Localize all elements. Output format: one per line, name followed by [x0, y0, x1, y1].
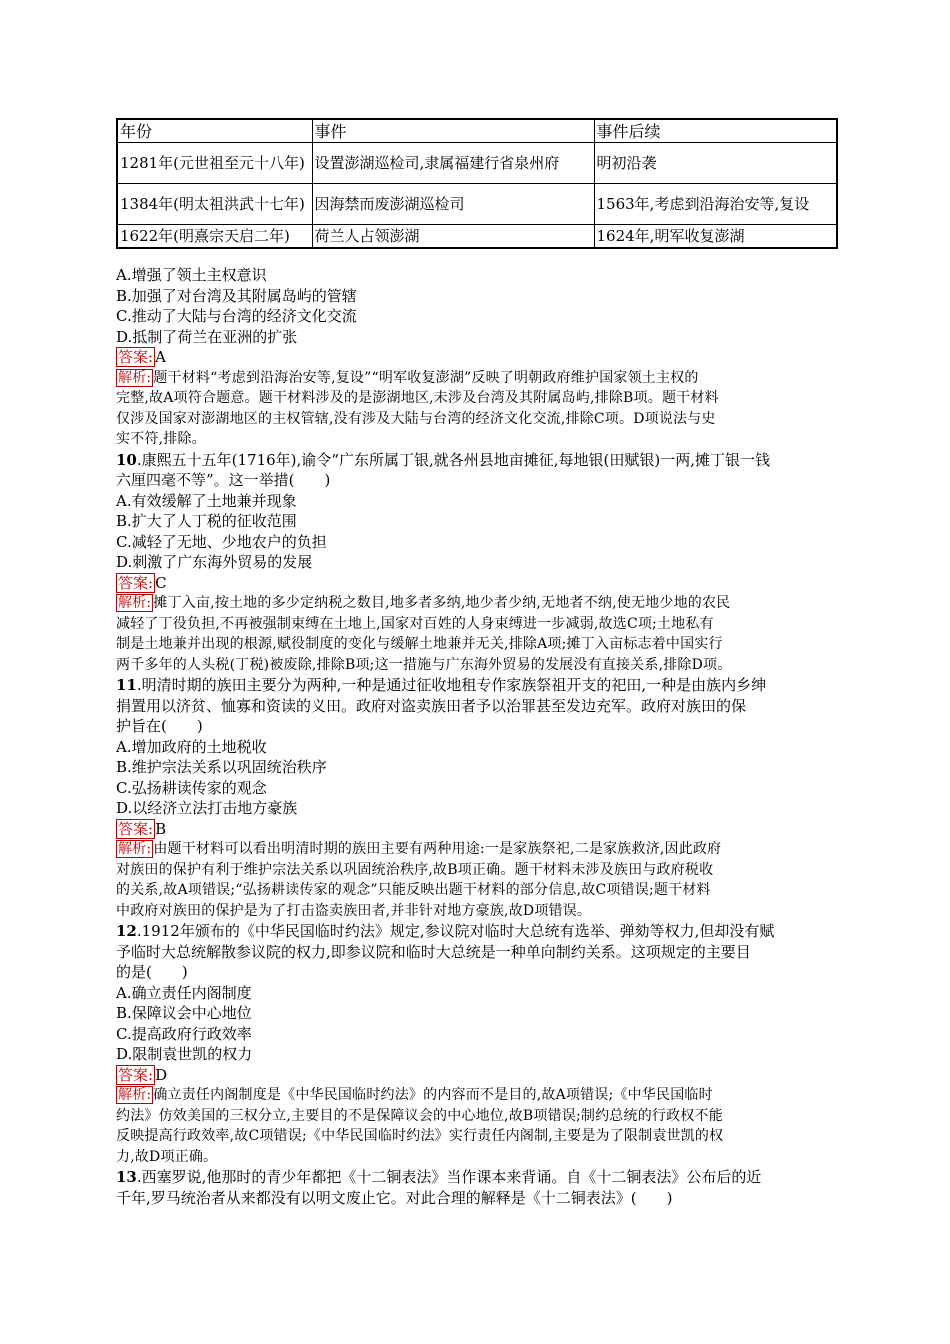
- table-header-cell: 年份: [117, 119, 312, 143]
- table-row: [117, 143, 837, 184]
- question-number: 10: [116, 450, 137, 469]
- explain-line: [116, 839, 836, 860]
- table-cell: 1622年(明熹宗天启二年): [117, 225, 312, 249]
- question-stem: 捐置用以济贫、恤寡和资读的义田。政府对盗卖族田者予以治罪甚至发边充军。政府对族田的保: [116, 696, 747, 715]
- answer-tag: 答案:: [118, 819, 154, 838]
- answer-tag: 答案:: [118, 1065, 154, 1084]
- explain-line: 完整,故A项符合题意。题干材料涉及的是澎湖地区,未涉及台湾及其附属岛屿,排除B项。题干材料: [116, 390, 719, 406]
- explain-tag: 解析:: [118, 369, 152, 386]
- answer-value: D: [155, 1065, 168, 1084]
- answer-tag: 答案:: [118, 573, 154, 592]
- question-stem: [116, 1167, 836, 1188]
- explain-line: [116, 368, 836, 389]
- question-stem: 予临时大总统解散参议院的权力,即参议院和临时大总统是一种单向制约关系。这项规定的主要目: [116, 942, 751, 961]
- option: A.增加政府的土地税收: [116, 737, 267, 756]
- option: D.抵制了荷兰在亚洲的扩张: [116, 327, 298, 346]
- q9-block: [116, 265, 836, 450]
- question-number: 13: [116, 1168, 137, 1186]
- stem-text: .明清时期的族田主要分为两种,一种是通过征收地租专作家族祭祖开支的祀田,一种是由族内乡绅: [136, 676, 767, 694]
- explain-line: 两千多年的人头税(丁税)被废除,排除B项;这一措施与广东海外贸易的发展没有直接关系,排除D项。: [116, 656, 732, 673]
- option: A.确立责任内阁制度: [116, 983, 252, 1002]
- option: C.推动了大陆与台湾的经济文化交流: [116, 307, 357, 325]
- answer-value: A: [155, 348, 166, 366]
- explain-line: 实不符,排除。: [116, 431, 206, 447]
- explain-text: 摊丁入亩,按土地的多少定纳税之数目,地多者多纳,地少者少纳,无地者不纳,使无地少地的农民: [153, 595, 731, 611]
- table-cell: 1384年(明太祖洪武十七年): [117, 184, 312, 225]
- q11-block: [116, 675, 836, 921]
- option: B.加强了对台湾及其附属岛屿的管辖: [116, 286, 357, 305]
- stem-text: .1912年颁布的《中华民国临时约法》规定,参议院对临时大总统有选举、弹劾等权力,但却没有赋: [136, 922, 775, 940]
- explain-text: 确立责任内阁制度是《中华民国临时约法》的内容而不是目的,故A项错误;《中华民国临时: [153, 1087, 713, 1103]
- table-cell: 明初沿袭: [594, 143, 837, 184]
- option: C.提高政府行政效率: [116, 1024, 252, 1043]
- history-table: [116, 118, 838, 249]
- answer-line: [116, 573, 836, 594]
- q12-block: [116, 921, 836, 1167]
- answer-line: [116, 347, 836, 368]
- explain-line: 制是土地兼并出现的根源,赋役制度的变化与缓解土地兼并无关,排除A项;摊丁入亩标志着中国实行: [116, 636, 723, 652]
- q13-block: [116, 1167, 836, 1208]
- answer-value: C: [155, 573, 167, 592]
- question-stem: 六厘四毫不等”。这一举措( ): [116, 471, 331, 489]
- explain-line: 的关系,故A项错误;“弘扬耕读传家的观念”只能反映出题干材料的部分信息,故C项错误;题干材料: [116, 882, 711, 898]
- answer-value: B: [155, 819, 167, 838]
- option: C.减轻了无地、少地农户的负担: [116, 532, 327, 551]
- question-stem: [116, 675, 836, 696]
- option: D.以经济立法打击地方豪族: [116, 799, 298, 817]
- explain-line: 对族田的保护有利于维护宗法关系以巩固统治秩序,故B项正确。题干材料未涉及族田与政府税收: [116, 861, 714, 878]
- explain-line: 中政府对族田的保护是为了打击盗卖族田者,并非针对地方豪族,故D项错误。: [116, 902, 592, 919]
- explain-line: 仅涉及国家对澎湖地区的主权管辖,没有涉及大陆与台湾的经济文化交流,排除C项。D项说法与史: [116, 410, 716, 427]
- explain-text: 题干材料“考虑到沿海治安等,复设”“明军收复澎湖”反映了明朝政府维护国家领土主权的: [153, 369, 699, 386]
- question-stem: [116, 921, 836, 942]
- table-row: [117, 184, 837, 225]
- explain-text: 由题干材料可以看出明清时期的族田主要有两种用途:一是家族祭祀,二是家族救济,因此政府: [153, 841, 722, 857]
- explain-tag: 解析:: [118, 841, 152, 857]
- explain-line: 减轻了丁役负担,不再被强制束缚在土地上,国家对百姓的人身束缚进一步减弱,故选C项;土地私有: [116, 615, 714, 632]
- option: B.保障议会中心地位: [116, 1004, 252, 1022]
- table-cell: 荷兰人占领澎湖: [312, 225, 594, 249]
- question-number: 11: [116, 676, 137, 694]
- answer-line: [116, 819, 836, 840]
- explain-line: 反映提高行政效率,故C项错误;《中华民国临时约法》实行责任内阁制,主要是为了限制袁世凯的权: [116, 1128, 724, 1144]
- question-stem: 的是( ): [116, 963, 188, 981]
- explain-line: [116, 1085, 836, 1106]
- option: C.弘扬耕读传家的观念: [116, 778, 267, 797]
- explain-line: 力,故D项正确。: [116, 1148, 218, 1165]
- q10-block: [116, 450, 836, 676]
- explain-tag: 解析:: [118, 595, 152, 611]
- table-header-row: [117, 119, 837, 143]
- stem-text: .康熙五十五年(1716年),谕令“广东所属丁银,就各州县地亩摊征,每地银(田赋银)一两,摊丁银一钱: [136, 450, 770, 469]
- table-cell: 因海禁而废澎湖巡检司: [312, 184, 594, 225]
- table-row: [117, 225, 837, 249]
- question-stem: 千年,罗马统治者从来都没有以明文废止它。对此合理的解释是《十二铜表法》( ): [116, 1188, 673, 1207]
- table-header-cell: 事件后续: [594, 119, 837, 143]
- explain-line: 约法》仿效美国的三权分立,主要目的不是保障议会的中心地位,故B项错误;制约总统的行政权不能: [116, 1107, 723, 1124]
- option: D.限制袁世凯的权力: [116, 1045, 253, 1063]
- question-stem: [116, 450, 836, 471]
- option: B.扩大了人丁税的征收范围: [116, 512, 297, 530]
- answer-line: [116, 1065, 836, 1086]
- option: B.维护宗法关系以巩固统治秩序: [116, 758, 327, 776]
- answer-tag: 答案:: [118, 348, 154, 366]
- question-number: 12: [116, 922, 137, 940]
- explain-line: [116, 593, 836, 614]
- table-cell: 1563年,考虑到沿海治安等,复设: [594, 184, 837, 225]
- table-cell: 设置澎湖巡检司,隶属福建行省泉州府: [312, 143, 594, 184]
- table-cell: 1281年(元世祖至元十八年): [117, 143, 312, 184]
- table-header-cell: 事件: [312, 119, 594, 143]
- table-cell: 1624年,明军收复澎湖: [594, 225, 837, 249]
- option: A.增强了领土主权意识: [116, 266, 267, 284]
- option: A.有效缓解了土地兼并现象: [116, 491, 297, 510]
- document-page: [116, 118, 836, 1208]
- explain-tag: 解析:: [118, 1087, 152, 1103]
- question-stem: 护旨在( ): [116, 717, 203, 735]
- stem-text: .西塞罗说,他那时的青少年都把《十二铜表法》当作课本来背诵。自《十二铜表法》公布后的近: [136, 1168, 762, 1186]
- option: D.刺激了广东海外贸易的发展: [116, 553, 313, 571]
